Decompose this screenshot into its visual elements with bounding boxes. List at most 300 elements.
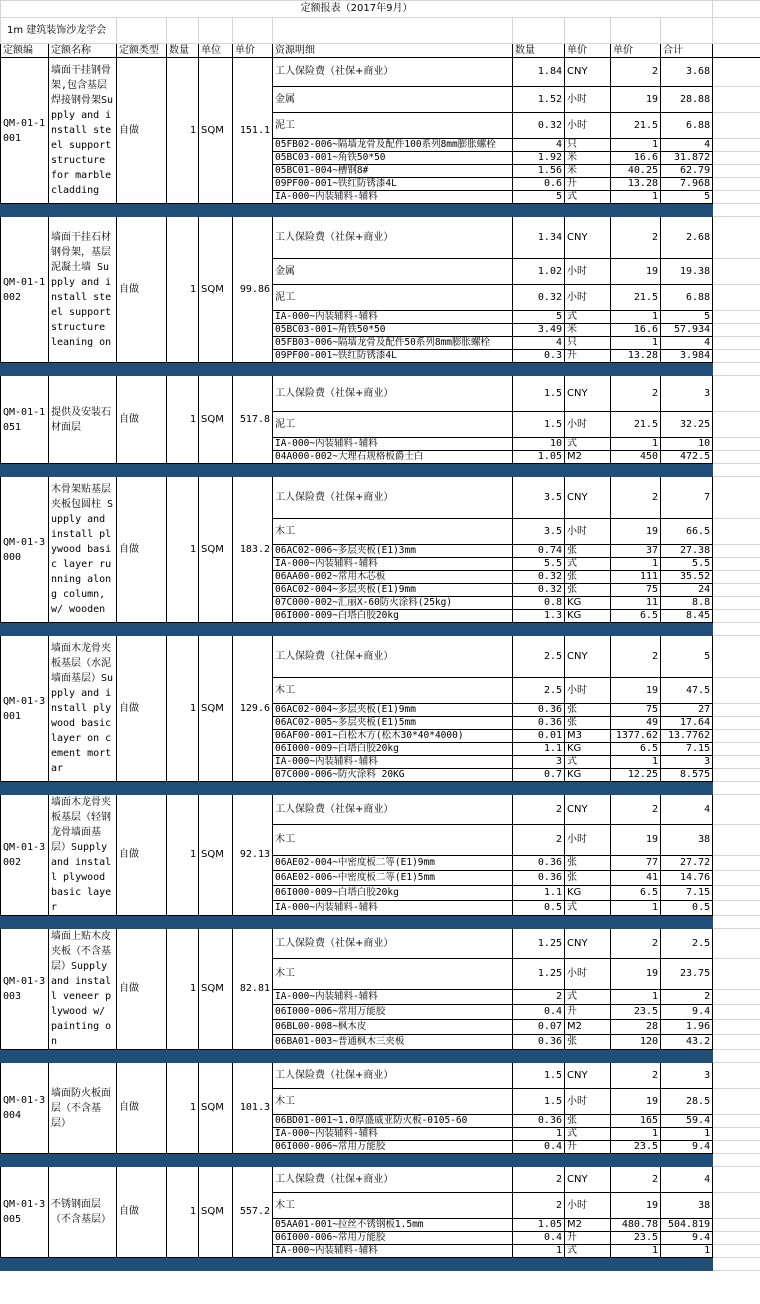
resource-total-cell[interactable]: 57.934: [661, 324, 713, 337]
quota-code-cell[interactable]: QM-01-1051: [1, 376, 49, 464]
resource-total-cell[interactable]: 8.8: [661, 597, 713, 610]
resource-total-cell[interactable]: 4: [661, 1167, 713, 1193]
resource-price-cell[interactable]: 13.28: [611, 178, 661, 191]
resource-cell[interactable]: 木工: [273, 959, 513, 989]
resource-total-cell[interactable]: 2.5: [661, 929, 713, 959]
quota-qty-cell[interactable]: 1: [167, 1167, 199, 1258]
resource-total-cell[interactable]: 31.872: [661, 152, 713, 165]
resource-unit-cell[interactable]: 升: [565, 1004, 611, 1019]
resource-cell[interactable]: 05FB03-006~隔墙龙骨及配件50系列8mm膨胀螺栓: [273, 337, 513, 350]
resource-cell[interactable]: 06BL00-008~枫木皮: [273, 1019, 513, 1034]
resource-unit-cell[interactable]: 张: [565, 571, 611, 584]
resource-price-cell[interactable]: 1: [611, 900, 661, 915]
resource-total-cell[interactable]: 27.72: [661, 855, 713, 870]
quota-price-cell[interactable]: 99.86: [233, 217, 273, 363]
quota-price-cell[interactable]: 129.6: [233, 636, 273, 782]
resource-unit-cell[interactable]: 张: [565, 545, 611, 558]
quota-name-cell[interactable]: 墙面防火板面层（不含基层）: [49, 1063, 117, 1154]
resource-qty-cell[interactable]: 0.4: [513, 1004, 565, 1019]
quota-name-cell[interactable]: 不锈钢面层（不含基层）: [49, 1167, 117, 1258]
resource-cell[interactable]: 05BC01-004~槽钢8#: [273, 165, 513, 178]
resource-qty-cell[interactable]: 1.5: [513, 412, 565, 438]
resource-unit-cell[interactable]: 式: [565, 989, 611, 1004]
resource-qty-cell[interactable]: 0.4: [513, 1141, 565, 1154]
resource-cell[interactable]: IA-000~内装辅料-辅料: [273, 1245, 513, 1258]
resource-qty-cell[interactable]: 2: [513, 825, 565, 855]
resource-cell[interactable]: 木工: [273, 1193, 513, 1219]
resource-cell[interactable]: 金属: [273, 259, 513, 285]
resource-qty-cell[interactable]: 0.36: [513, 1115, 565, 1128]
column-header[interactable]: 单价: [233, 44, 273, 58]
resource-unit-cell[interactable]: CNY: [565, 376, 611, 412]
resource-price-cell[interactable]: 37: [611, 545, 661, 558]
resource-price-cell[interactable]: 19: [611, 87, 661, 113]
quota-unit-cell[interactable]: SQM: [199, 1167, 233, 1258]
resource-total-cell[interactable]: 38: [661, 825, 713, 855]
resource-qty-cell[interactable]: 0.32: [513, 584, 565, 597]
resource-total-cell[interactable]: 6.88: [661, 113, 713, 139]
resource-price-cell[interactable]: 2: [611, 795, 661, 825]
resource-qty-cell[interactable]: 1.05: [513, 1219, 565, 1232]
resource-cell[interactable]: IA-000~内装辅料-辅料: [273, 558, 513, 571]
resource-price-cell[interactable]: 1: [611, 1245, 661, 1258]
resource-total-cell[interactable]: 10: [661, 438, 713, 451]
quota-code-cell[interactable]: QM-01-1001: [1, 58, 49, 204]
resource-unit-cell[interactable]: 升: [565, 350, 611, 363]
resource-cell[interactable]: 泥工: [273, 285, 513, 311]
resource-cell[interactable]: IA-000~内装辅料-辅料: [273, 438, 513, 451]
resource-unit-cell[interactable]: 式: [565, 1245, 611, 1258]
resource-qty-cell[interactable]: 0.8: [513, 597, 565, 610]
resource-price-cell[interactable]: 75: [611, 584, 661, 597]
resource-cell[interactable]: 工人保险费（社保+商业）: [273, 1063, 513, 1089]
resource-total-cell[interactable]: 5: [661, 636, 713, 678]
quota-unit-cell[interactable]: SQM: [199, 376, 233, 464]
quota-name-cell[interactable]: 提供及安装石材面层: [49, 376, 117, 464]
resource-total-cell[interactable]: 28.5: [661, 1089, 713, 1115]
resource-qty-cell[interactable]: 0.74: [513, 545, 565, 558]
quota-code-cell[interactable]: QM-01-3001: [1, 636, 49, 782]
resource-qty-cell[interactable]: 0.01: [513, 730, 565, 743]
resource-price-cell[interactable]: 1: [611, 438, 661, 451]
resource-price-cell[interactable]: 6.5: [611, 610, 661, 623]
quota-qty-cell[interactable]: 1: [167, 477, 199, 623]
resource-unit-cell[interactable]: 升: [565, 1232, 611, 1245]
resource-price-cell[interactable]: 2: [611, 1063, 661, 1089]
resource-price-cell[interactable]: 19: [611, 1193, 661, 1219]
resource-qty-cell[interactable]: 0.6: [513, 178, 565, 191]
resource-qty-cell[interactable]: 1.52: [513, 87, 565, 113]
resource-qty-cell[interactable]: 0.4: [513, 1232, 565, 1245]
resource-cell[interactable]: 05FB02-006~隔墙龙骨及配件100系列8mm膨胀螺栓: [273, 139, 513, 152]
resource-unit-cell[interactable]: M3: [565, 730, 611, 743]
quota-unit-cell[interactable]: SQM: [199, 217, 233, 363]
resource-price-cell[interactable]: 12.25: [611, 769, 661, 782]
resource-qty-cell[interactable]: 4: [513, 139, 565, 152]
resource-cell[interactable]: 泥工: [273, 412, 513, 438]
resource-price-cell[interactable]: 120: [611, 1034, 661, 1049]
resource-qty-cell[interactable]: 1.5: [513, 1063, 565, 1089]
resource-price-cell[interactable]: 2: [611, 58, 661, 87]
quota-code-cell[interactable]: QM-01-3005: [1, 1167, 49, 1258]
resource-price-cell[interactable]: 23.5: [611, 1141, 661, 1154]
resource-qty-cell[interactable]: 1.56: [513, 165, 565, 178]
resource-total-cell[interactable]: 5: [661, 311, 713, 324]
resource-unit-cell[interactable]: 张: [565, 1034, 611, 1049]
resource-price-cell[interactable]: 2: [611, 376, 661, 412]
resource-total-cell[interactable]: 14.76: [661, 870, 713, 885]
resource-unit-cell[interactable]: 小时: [565, 259, 611, 285]
resource-qty-cell[interactable]: 0.36: [513, 1034, 565, 1049]
resource-cell[interactable]: 09PF00-001~铁红防锈漆4L: [273, 350, 513, 363]
resource-total-cell[interactable]: 43.2: [661, 1034, 713, 1049]
resource-qty-cell[interactable]: 0.7: [513, 769, 565, 782]
column-header[interactable]: 定额类型: [117, 44, 167, 58]
resource-total-cell[interactable]: 8.575: [661, 769, 713, 782]
resource-cell[interactable]: IA-000~内装辅料-辅料: [273, 756, 513, 769]
resource-unit-cell[interactable]: CNY: [565, 1063, 611, 1089]
resource-unit-cell[interactable]: 小时: [565, 412, 611, 438]
resource-total-cell[interactable]: 3: [661, 376, 713, 412]
resource-unit-cell[interactable]: 小时: [565, 87, 611, 113]
resource-qty-cell[interactable]: 0.36: [513, 704, 565, 717]
resource-cell[interactable]: 木工: [273, 825, 513, 855]
resource-price-cell[interactable]: 11: [611, 597, 661, 610]
resource-price-cell[interactable]: 77: [611, 855, 661, 870]
quota-type-cell[interactable]: 自做: [117, 217, 167, 363]
resource-price-cell[interactable]: 1: [611, 337, 661, 350]
quota-qty-cell[interactable]: 1: [167, 929, 199, 1050]
resource-cell[interactable]: 06I000-006~常用万能胶: [273, 1004, 513, 1019]
resource-total-cell[interactable]: 7.15: [661, 885, 713, 900]
resource-unit-cell[interactable]: M2: [565, 1019, 611, 1034]
resource-qty-cell[interactable]: 5: [513, 191, 565, 204]
resource-total-cell[interactable]: 19.38: [661, 259, 713, 285]
resource-total-cell[interactable]: 2.68: [661, 217, 713, 259]
resource-unit-cell[interactable]: 小时: [565, 113, 611, 139]
resource-total-cell[interactable]: 9.4: [661, 1004, 713, 1019]
resource-price-cell[interactable]: 1: [611, 558, 661, 571]
resource-cell[interactable]: 木工: [273, 678, 513, 704]
resource-total-cell[interactable]: 9.4: [661, 1232, 713, 1245]
resource-qty-cell[interactable]: 10: [513, 438, 565, 451]
resource-unit-cell[interactable]: CNY: [565, 795, 611, 825]
column-header[interactable]: 定额名称: [49, 44, 117, 58]
resource-cell[interactable]: 06AC02-005~多层夹板(E1)5mm: [273, 717, 513, 730]
resource-price-cell[interactable]: 2: [611, 477, 661, 519]
resource-total-cell[interactable]: 62.79: [661, 165, 713, 178]
resource-total-cell[interactable]: 7.15: [661, 743, 713, 756]
resource-price-cell[interactable]: 19: [611, 1089, 661, 1115]
quota-name-cell[interactable]: 墙面木龙骨夹板基层（轻钢龙骨墙面基层）Supply and install plywood basic layer: [49, 795, 117, 916]
resource-qty-cell[interactable]: 0.36: [513, 855, 565, 870]
resource-unit-cell[interactable]: 张: [565, 855, 611, 870]
quota-price-cell[interactable]: 517.8: [233, 376, 273, 464]
resource-qty-cell[interactable]: 1.3: [513, 610, 565, 623]
resource-unit-cell[interactable]: 式: [565, 558, 611, 571]
quota-qty-cell[interactable]: 1: [167, 795, 199, 916]
quota-qty-cell[interactable]: 1: [167, 1063, 199, 1154]
resource-qty-cell[interactable]: 2: [513, 989, 565, 1004]
resource-qty-cell[interactable]: 1.5: [513, 376, 565, 412]
resource-unit-cell[interactable]: KG: [565, 597, 611, 610]
resource-cell[interactable]: 06I000-009~白塔白胶20kg: [273, 743, 513, 756]
quota-type-cell[interactable]: 自做: [117, 636, 167, 782]
resource-total-cell[interactable]: 3: [661, 756, 713, 769]
resource-qty-cell[interactable]: 0.32: [513, 571, 565, 584]
resource-total-cell[interactable]: 66.5: [661, 519, 713, 545]
resource-total-cell[interactable]: 3: [661, 1063, 713, 1089]
resource-price-cell[interactable]: 75: [611, 704, 661, 717]
quota-code-cell[interactable]: QM-01-3003: [1, 929, 49, 1050]
column-header[interactable]: 数量: [513, 44, 565, 58]
resource-unit-cell[interactable]: CNY: [565, 636, 611, 678]
resource-cell[interactable]: 06AA00-002~常用木芯板: [273, 571, 513, 584]
resource-price-cell[interactable]: 19: [611, 259, 661, 285]
column-header[interactable]: 定额编: [1, 44, 49, 58]
resource-qty-cell[interactable]: 1.25: [513, 959, 565, 989]
resource-price-cell[interactable]: 2: [611, 929, 661, 959]
resource-qty-cell[interactable]: 0.36: [513, 717, 565, 730]
resource-total-cell[interactable]: 27: [661, 704, 713, 717]
resource-total-cell[interactable]: 4: [661, 795, 713, 825]
quota-type-cell[interactable]: 自做: [117, 477, 167, 623]
resource-qty-cell[interactable]: 0.07: [513, 1019, 565, 1034]
resource-unit-cell[interactable]: 升: [565, 178, 611, 191]
resource-unit-cell[interactable]: 小时: [565, 1193, 611, 1219]
resource-unit-cell[interactable]: 只: [565, 139, 611, 152]
resource-total-cell[interactable]: 3.68: [661, 58, 713, 87]
resource-cell[interactable]: 07C000-002~汇丽X-60防火涂料(25kg): [273, 597, 513, 610]
resource-unit-cell[interactable]: 小时: [565, 959, 611, 989]
quota-price-cell[interactable]: 101.3: [233, 1063, 273, 1154]
resource-qty-cell[interactable]: 2: [513, 1193, 565, 1219]
resource-price-cell[interactable]: 16.6: [611, 324, 661, 337]
resource-price-cell[interactable]: 21.5: [611, 285, 661, 311]
resource-cell[interactable]: 06AC02-004~多层夹板(E1)9mm: [273, 584, 513, 597]
resource-price-cell[interactable]: 1: [611, 989, 661, 1004]
resource-qty-cell[interactable]: 0.3: [513, 350, 565, 363]
resource-total-cell[interactable]: 23.75: [661, 959, 713, 989]
resource-total-cell[interactable]: 27.38: [661, 545, 713, 558]
resource-cell[interactable]: IA-000~内装辅料-辅料: [273, 989, 513, 1004]
resource-price-cell[interactable]: 28: [611, 1019, 661, 1034]
resource-price-cell[interactable]: 111: [611, 571, 661, 584]
resource-price-cell[interactable]: 19: [611, 678, 661, 704]
quota-price-cell[interactable]: 183.2: [233, 477, 273, 623]
resource-cell[interactable]: 金属: [273, 87, 513, 113]
resource-unit-cell[interactable]: 小时: [565, 285, 611, 311]
resource-cell[interactable]: 06AE02-004~中密度板二等(E1)9mm: [273, 855, 513, 870]
resource-cell[interactable]: 工人保险费（社保+商业）: [273, 795, 513, 825]
quota-unit-cell[interactable]: SQM: [199, 1063, 233, 1154]
resource-total-cell[interactable]: 5: [661, 191, 713, 204]
resource-unit-cell[interactable]: CNY: [565, 477, 611, 519]
resource-price-cell[interactable]: 19: [611, 519, 661, 545]
resource-total-cell[interactable]: 17.64: [661, 717, 713, 730]
resource-unit-cell[interactable]: 式: [565, 756, 611, 769]
quota-price-cell[interactable]: 82.81: [233, 929, 273, 1050]
resource-cell[interactable]: 工人保险费（社保+商业）: [273, 376, 513, 412]
resource-price-cell[interactable]: 165: [611, 1115, 661, 1128]
resource-qty-cell[interactable]: 1.92: [513, 152, 565, 165]
resource-qty-cell[interactable]: 4: [513, 337, 565, 350]
resource-cell[interactable]: 07C000-006~防火涂料 20KG: [273, 769, 513, 782]
resource-cell[interactable]: IA-000~内装辅料-辅料: [273, 1128, 513, 1141]
column-header[interactable]: 合计: [661, 44, 713, 58]
resource-unit-cell[interactable]: CNY: [565, 217, 611, 259]
quota-type-cell[interactable]: 自做: [117, 1167, 167, 1258]
resource-unit-cell[interactable]: 式: [565, 438, 611, 451]
resource-total-cell[interactable]: 1: [661, 1128, 713, 1141]
resource-cell[interactable]: 工人保险费（社保+商业）: [273, 217, 513, 259]
resource-cell[interactable]: 泥工: [273, 113, 513, 139]
resource-qty-cell[interactable]: 0.36: [513, 870, 565, 885]
quota-code-cell[interactable]: QM-01-3000: [1, 477, 49, 623]
resource-total-cell[interactable]: 4: [661, 337, 713, 350]
resource-total-cell[interactable]: 7.968: [661, 178, 713, 191]
quota-unit-cell[interactable]: SQM: [199, 929, 233, 1050]
resource-price-cell[interactable]: 6.5: [611, 743, 661, 756]
resource-price-cell[interactable]: 2: [611, 1167, 661, 1193]
resource-cell[interactable]: 工人保险费（社保+商业）: [273, 58, 513, 87]
resource-price-cell[interactable]: 19: [611, 825, 661, 855]
resource-qty-cell[interactable]: 1.02: [513, 259, 565, 285]
resource-total-cell[interactable]: 504.819: [661, 1219, 713, 1232]
quota-type-cell[interactable]: 自做: [117, 929, 167, 1050]
resource-qty-cell[interactable]: 2: [513, 795, 565, 825]
quota-type-cell[interactable]: 自做: [117, 1063, 167, 1154]
resource-qty-cell[interactable]: 0.32: [513, 113, 565, 139]
resource-total-cell[interactable]: 7: [661, 477, 713, 519]
resource-qty-cell[interactable]: 1.25: [513, 929, 565, 959]
resource-unit-cell[interactable]: 小时: [565, 678, 611, 704]
column-header[interactable]: 数量: [167, 44, 199, 58]
quota-name-cell[interactable]: 墙面木龙骨夹板基层（水泥墙面基层）Supply and install plywood basic layer on cement mortar: [49, 636, 117, 782]
resource-unit-cell[interactable]: 张: [565, 870, 611, 885]
resource-total-cell[interactable]: 3.984: [661, 350, 713, 363]
column-header[interactable]: 单价: [611, 44, 661, 58]
resource-total-cell[interactable]: 24: [661, 584, 713, 597]
resource-total-cell[interactable]: 2: [661, 989, 713, 1004]
resource-unit-cell[interactable]: 小时: [565, 1089, 611, 1115]
resource-cell[interactable]: IA-000~内装辅料-辅料: [273, 191, 513, 204]
resource-cell[interactable]: 09PF00-001~铁红防锈漆4L: [273, 178, 513, 191]
resource-cell[interactable]: 06I000-006~常用万能胶: [273, 1141, 513, 1154]
resource-price-cell[interactable]: 40.25: [611, 165, 661, 178]
resource-total-cell[interactable]: 8.45: [661, 610, 713, 623]
resource-unit-cell[interactable]: 米: [565, 324, 611, 337]
resource-unit-cell[interactable]: CNY: [565, 929, 611, 959]
resource-qty-cell[interactable]: 5: [513, 311, 565, 324]
quota-qty-cell[interactable]: 1: [167, 636, 199, 782]
resource-cell[interactable]: 05BC03-001~角铁50*50: [273, 152, 513, 165]
resource-price-cell[interactable]: 41: [611, 870, 661, 885]
resource-total-cell[interactable]: 472.5: [661, 451, 713, 464]
quota-unit-cell[interactable]: SQM: [199, 795, 233, 916]
resource-price-cell[interactable]: 450: [611, 451, 661, 464]
resource-total-cell[interactable]: 28.88: [661, 87, 713, 113]
quota-name-cell[interactable]: 木骨架贴基层夹板包圆柱 Supply and install plywood basic layer running along column, w/ wooden: [49, 477, 117, 623]
resource-unit-cell[interactable]: 张: [565, 717, 611, 730]
resource-total-cell[interactable]: 47.5: [661, 678, 713, 704]
resource-unit-cell[interactable]: M2: [565, 1219, 611, 1232]
resource-price-cell[interactable]: 23.5: [611, 1004, 661, 1019]
resource-unit-cell[interactable]: 只: [565, 337, 611, 350]
resource-qty-cell[interactable]: 3: [513, 756, 565, 769]
resource-unit-cell[interactable]: CNY: [565, 58, 611, 87]
resource-unit-cell[interactable]: 张: [565, 584, 611, 597]
resource-qty-cell[interactable]: 1.34: [513, 217, 565, 259]
resource-unit-cell[interactable]: 式: [565, 1128, 611, 1141]
resource-unit-cell[interactable]: 米: [565, 165, 611, 178]
quota-name-cell[interactable]: 墙面干挂钢骨架,包含基层焊接钢骨架Supply and install steel support structure for marble cladding: [49, 58, 117, 204]
resource-qty-cell[interactable]: 1.1: [513, 885, 565, 900]
resource-unit-cell[interactable]: 米: [565, 152, 611, 165]
resource-unit-cell[interactable]: KG: [565, 610, 611, 623]
resource-cell[interactable]: 工人保险费（社保+商业）: [273, 636, 513, 678]
resource-unit-cell[interactable]: CNY: [565, 1167, 611, 1193]
quota-code-cell[interactable]: QM-01-1002: [1, 217, 49, 363]
quota-type-cell[interactable]: 自做: [117, 376, 167, 464]
resource-cell[interactable]: 工人保险费（社保+商业）: [273, 929, 513, 959]
resource-unit-cell[interactable]: KG: [565, 769, 611, 782]
quota-type-cell[interactable]: 自做: [117, 795, 167, 916]
column-header[interactable]: 单位: [199, 44, 233, 58]
quota-price-cell[interactable]: 92.13: [233, 795, 273, 916]
resource-total-cell[interactable]: 38: [661, 1193, 713, 1219]
resource-price-cell[interactable]: 23.5: [611, 1232, 661, 1245]
quota-name-cell[interactable]: 墙面上贴木皮夹板（不含基层）Supply and install veneer plywood w/ painting on: [49, 929, 117, 1050]
resource-unit-cell[interactable]: KG: [565, 885, 611, 900]
quota-type-cell[interactable]: 自做: [117, 58, 167, 204]
quota-name-cell[interactable]: 墙面干挂石材钢骨架，基层泥凝土墙 Supply and install steel support structure leaning on: [49, 217, 117, 363]
quota-code-cell[interactable]: QM-01-3004: [1, 1063, 49, 1154]
resource-total-cell[interactable]: 4: [661, 139, 713, 152]
column-header[interactable]: 单价: [565, 44, 611, 58]
resource-price-cell[interactable]: 2: [611, 636, 661, 678]
resource-price-cell[interactable]: 1: [611, 1128, 661, 1141]
resource-price-cell[interactable]: 1: [611, 191, 661, 204]
resource-price-cell[interactable]: 16.6: [611, 152, 661, 165]
resource-cell[interactable]: 06AC02-006~多层夹板(E1)3mm: [273, 545, 513, 558]
quota-price-cell[interactable]: 151.1: [233, 58, 273, 204]
resource-unit-cell[interactable]: M2: [565, 451, 611, 464]
resource-qty-cell[interactable]: 1.05: [513, 451, 565, 464]
resource-price-cell[interactable]: 21.5: [611, 412, 661, 438]
resource-cell[interactable]: 木工: [273, 1089, 513, 1115]
quota-qty-cell[interactable]: 1: [167, 376, 199, 464]
resource-price-cell[interactable]: 6.5: [611, 885, 661, 900]
resource-qty-cell[interactable]: 1.1: [513, 743, 565, 756]
resource-price-cell[interactable]: 2: [611, 217, 661, 259]
resource-qty-cell[interactable]: 2.5: [513, 678, 565, 704]
quota-qty-cell[interactable]: 1: [167, 217, 199, 363]
resource-price-cell[interactable]: 21.5: [611, 113, 661, 139]
resource-price-cell[interactable]: 19: [611, 959, 661, 989]
resource-cell[interactable]: 06I000-006~常用万能胶: [273, 1232, 513, 1245]
resource-price-cell[interactable]: 480.78: [611, 1219, 661, 1232]
resource-total-cell[interactable]: 6.88: [661, 285, 713, 311]
quota-unit-cell[interactable]: SQM: [199, 477, 233, 623]
resource-cell[interactable]: 05BC03-001~角铁50*50: [273, 324, 513, 337]
quota-code-cell[interactable]: QM-01-3002: [1, 795, 49, 916]
resource-cell[interactable]: 06AF00-001~白松木方(松木30*40*4000): [273, 730, 513, 743]
resource-cell[interactable]: 04A000-002~大理石规格板爵士白: [273, 451, 513, 464]
resource-total-cell[interactable]: 35.52: [661, 571, 713, 584]
quota-unit-cell[interactable]: SQM: [199, 58, 233, 204]
quota-unit-cell[interactable]: SQM: [199, 636, 233, 782]
